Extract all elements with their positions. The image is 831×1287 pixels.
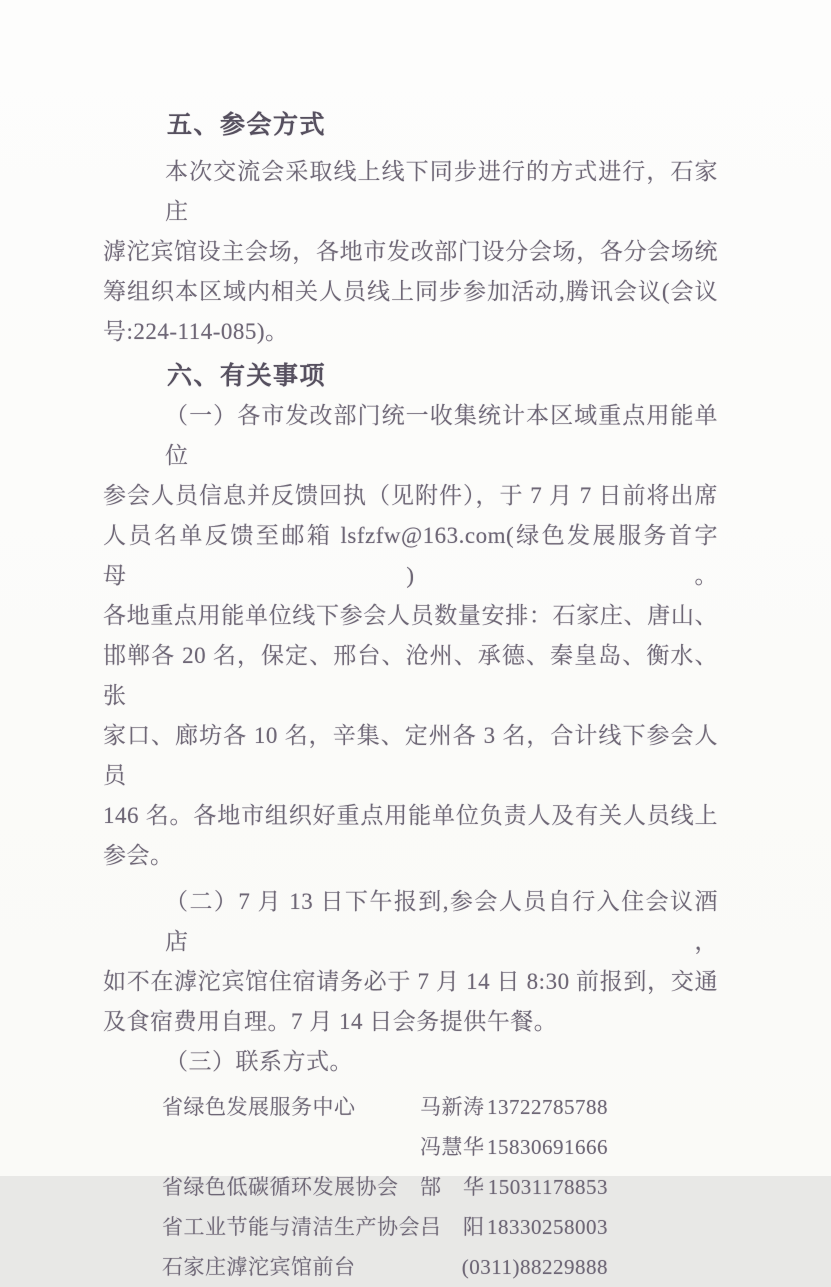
contact-name: 马新涛 <box>420 1095 485 1119</box>
contact-row <box>162 1167 718 1207</box>
text-line: 如不在滹沱宾馆住宿请务必于 7 月 14 日 8:30 前报到，交通 <box>103 969 718 994</box>
contact-org: 省工业节能与清洁生产协会 <box>162 1215 420 1239</box>
text-line: 家口、廊坊各 10 名，辛集、定州各 3 名，合计线下参会人员 <box>103 723 718 788</box>
contact-phone: 15031178853 <box>487 1175 608 1199</box>
text-line: 邯郸各 20 名，保定、邢台、沧州、承德、秦皇岛、衡水、张 <box>103 643 718 708</box>
contact-row <box>162 1087 718 1127</box>
contact-phone: 15830691666 <box>487 1135 608 1159</box>
text-line: 146 名。各地市组织好重点用能单位负责人及有关人员线上 <box>103 803 718 828</box>
section-heading-participation-method: 五、参会方式 <box>167 111 327 139</box>
paragraph-item-3 <box>103 1042 718 1082</box>
text-line: 筹组织本区域内相关人员线上同步参加活动,腾讯会议(会议 <box>103 279 718 304</box>
text-line: （一）各市发改部门统一收集统计本区域重点用能单位 <box>165 403 718 468</box>
paragraph-item-1 <box>103 396 718 876</box>
section-heading-related-matters: 六、有关事项 <box>167 362 327 390</box>
contact-phone: (0311)88229888 <box>461 1255 608 1279</box>
contact-phone: 18330258003 <box>487 1215 608 1239</box>
contact-phone: 13722785788 <box>487 1095 608 1119</box>
contact-org: 省绿色发展服务中心 <box>162 1095 356 1119</box>
text-line: 各地重点用能单位线下参会人员数量安排：石家庄、唐山、 <box>103 603 718 628</box>
text-line: 本次交流会采取线上线下同步进行的方式进行，石家庄 <box>165 159 718 224</box>
contact-row <box>162 1247 718 1287</box>
text-line: 参会。 <box>103 843 174 868</box>
text-line: 参会人员信息并反馈回执（见附件），于 7 月 7 日前将出席 <box>103 483 718 508</box>
contact-org: 省绿色低碳循环发展协会 <box>162 1175 399 1199</box>
contact-name: 郜 华 <box>420 1175 485 1199</box>
contact-list <box>103 1087 718 1287</box>
text-line: 及食宿费用自理。7 月 14 日会务提供午餐。 <box>103 1009 558 1034</box>
contact-name: 吕 阳 <box>420 1215 485 1239</box>
contact-org <box>162 1127 420 1167</box>
text-line: 号:224-114-085)。 <box>103 319 289 344</box>
text-line: 滹沱宾馆设主会场，各地市发改部门设分会场，各分会场统 <box>103 239 718 264</box>
contact-org: 石家庄滹沱宾馆前台 <box>162 1255 356 1279</box>
contact-name: 冯慧华 <box>420 1135 485 1159</box>
contact-row <box>162 1127 718 1167</box>
paragraph-item-2 <box>103 882 718 1042</box>
text-line: （三）联系方式。 <box>165 1049 353 1074</box>
paragraph-participation-method <box>103 152 718 352</box>
contact-row <box>162 1207 718 1247</box>
text-line: （二）7 月 13 日下午报到,参会人员自行入住会议酒店， <box>165 889 718 954</box>
text-line: 人员名单反馈至邮箱 lsfzfw@163.com(绿色发展服务首字母)。 <box>103 523 718 588</box>
